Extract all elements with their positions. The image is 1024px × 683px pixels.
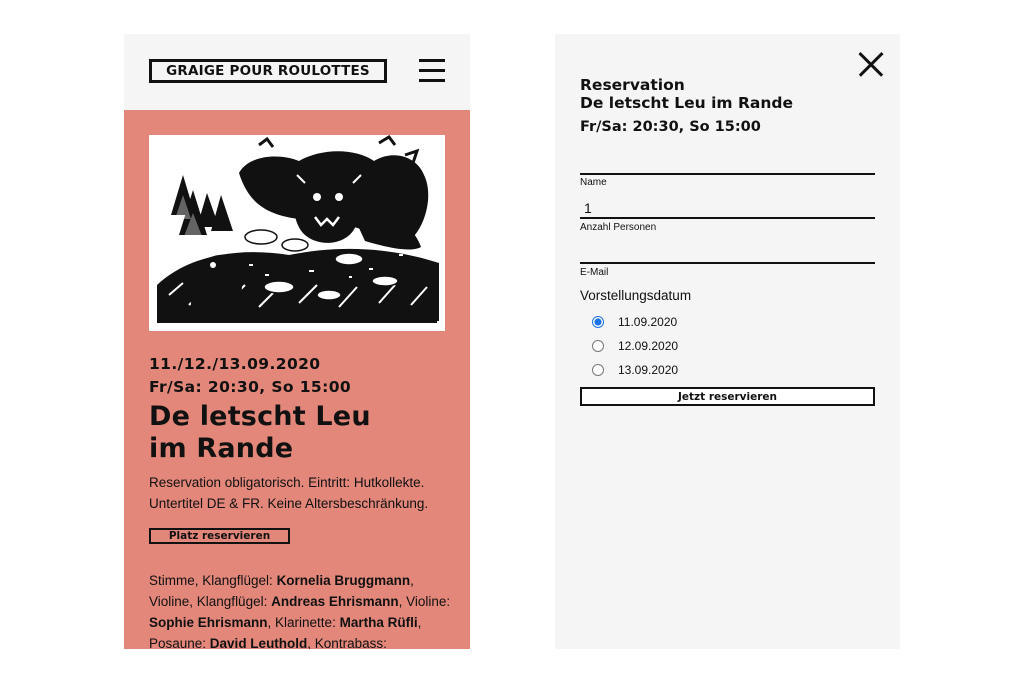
credit-role: , Violine: [398, 594, 451, 609]
credit-name: David Leuthold [209, 636, 308, 649]
site-logo[interactable]: GRAIGE POUR ROULOTTES [149, 59, 387, 83]
credit-role: , Violine, Klangflügel: [149, 573, 414, 609]
event-times: Fr/Sa: 20:30, So 15:00 [149, 378, 352, 396]
hamburger-menu-icon[interactable] [419, 57, 445, 83]
event-artwork-image [149, 135, 445, 331]
credit-name: Sophie Ehrismann [149, 615, 268, 630]
event-info-line-2: Untertitel DE & FR. Keine Altersbeschränkung. [149, 496, 429, 511]
reservation-form-screen [555, 34, 900, 649]
performance-date-legend: Vorstellungsdatum [580, 288, 692, 303]
credit-role: , Klarinette: [267, 615, 340, 630]
credit-name: Andreas Ehrismann [271, 594, 399, 609]
event-title-line-2: im Rande [149, 433, 294, 464]
reservation-times: Fr/Sa: 20:30, So 15:00 [580, 119, 761, 135]
persons-count-input[interactable] [580, 199, 875, 219]
site-header [124, 34, 470, 110]
event-info-line-1: Reservation obligatorisch. Eintritt: Hutkollekte. [149, 475, 425, 490]
date-radio-13-09[interactable] [592, 364, 604, 376]
event-credits [149, 570, 454, 649]
close-icon[interactable] [858, 51, 884, 77]
email-input[interactable] [580, 244, 875, 264]
reservation-heading [580, 76, 793, 112]
date-option-11-09[interactable] [592, 313, 677, 331]
event-title-line-1: De letscht Leu [149, 401, 371, 432]
credit-role: , Posaune: [149, 615, 422, 649]
date-radio-12-09[interactable] [592, 340, 604, 352]
event-date: 11./12./13.09.2020 [149, 355, 321, 373]
date-radio-11-09[interactable] [592, 316, 604, 328]
date-option-label: 11.09.2020 [618, 315, 678, 329]
event-title [149, 401, 449, 465]
credit-role: , Kontrabass: [307, 636, 387, 649]
reservation-heading-line-1: Reservation [580, 76, 685, 94]
name-input[interactable] [580, 155, 875, 175]
date-option-label: 12.09.2020 [618, 339, 679, 353]
email-label: E-Mail [580, 267, 609, 278]
reserve-seat-button[interactable]: Platz reservieren [149, 528, 290, 544]
credit-name: Kornelia Bruggmann [276, 573, 411, 588]
event-info [149, 472, 454, 514]
persons-count-label: Anzahl Personen [580, 222, 657, 233]
date-option-12-09[interactable] [592, 337, 678, 355]
name-label: Name [580, 177, 607, 188]
date-option-13-09[interactable] [592, 361, 678, 379]
event-page-screen [124, 34, 470, 649]
reservation-heading-line-2: De letscht Leu im Rande [580, 94, 793, 112]
credit-role: Stimme, Klangflügel: [149, 573, 277, 588]
date-option-label: 13.09.2020 [618, 363, 679, 377]
submit-reservation-button[interactable]: Jetzt reservieren [580, 387, 875, 406]
credit-name: Martha Rüfli [339, 615, 418, 630]
